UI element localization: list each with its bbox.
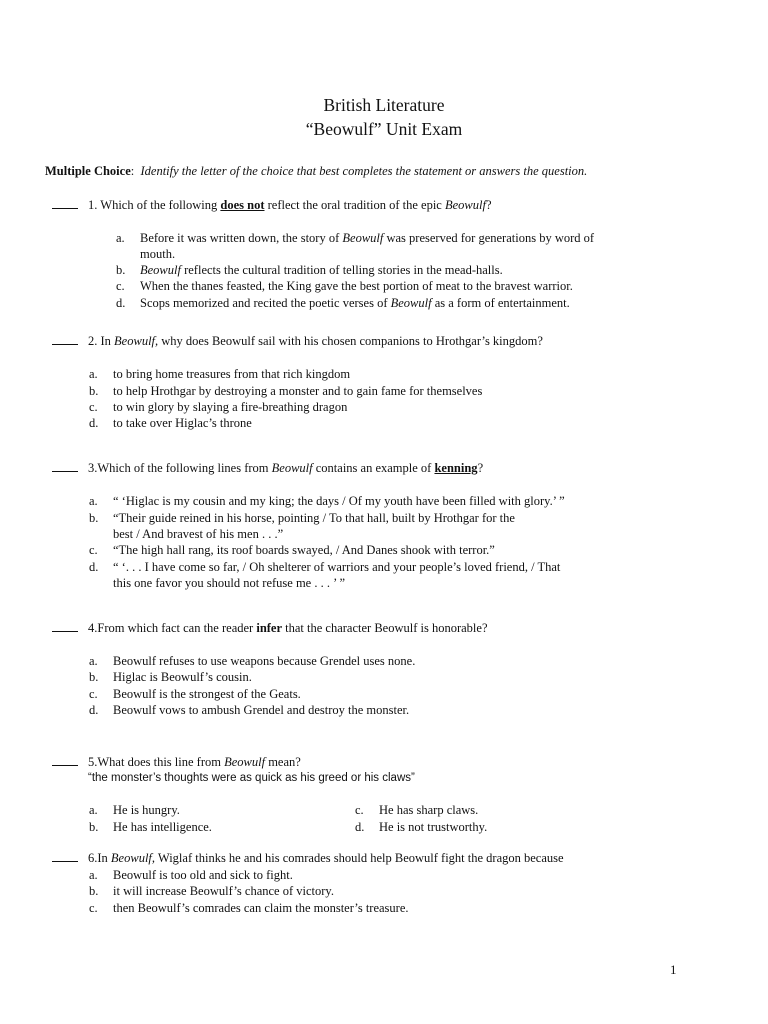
instructions-text: Identify the letter of the choice that best completes the statement or answers the question. (140, 164, 588, 178)
answer-blank[interactable] (52, 334, 78, 345)
answer-blank[interactable] (52, 621, 78, 632)
question-4: 4.From which fact can the reader infer that the character Beowulf is honorable? (52, 621, 488, 636)
question-6: 6.In Beowulf, Wiglaf thinks he and his comrades should help Beowulf fight the dragon because (52, 851, 564, 866)
question-3: 3.Which of the following lines from Beowulf contains an example of kenning? (52, 461, 483, 476)
question-1: 1. Which of the following does not reflect the oral tradition of the epic Beowulf? (52, 198, 492, 213)
answer-blank[interactable] (52, 755, 78, 766)
exam-page: British Literature “Beowulf” Unit Exam Multiple Choice: Identify the letter of the choice that best completes the statement or answers the question. 1. Which of the following does not reflect the oral tradition of the epic Beowulf? a. Before it was written down, the story of Beowulf was preserved for generations by word of mouth. b. Beowulf reflects the cultural tradition of telling stories in the mead-halls. c. When the thanes feasted, the King gave the best portion of meat to the bravest warrior. d. Scops memorized and recited the poetic verses of Beowulf as a form of entertainment. 2. In Beowulf, why does Beowulf sail with his chosen companions to Hrothgar’s kingdom? a. to bring home treasures from that rich kingdom b. to help Hrothgar by destroying a monster and to gain fame for themselves c. to win glory by slaying a fire-breathing dragon d. to take over Higlac’s throne 3.Which of the following lines from Beowulf contains an example of kenning? a. “ ‘Higlac is my cousin and my king; the days / Of my youth have been filled with glory.’ ” b. “Their guide reined in his horse, pointing / To that hall, built by Hrothgar for the best / And bravest of his men . . .” c. “The high hall rang, its roof boards swayed, / And Danes shook with terror.” d. “ ‘. . . I have come so far, / Oh shelterer of warriors and your people’s loved friend, / That this one favor you should not refuse me . . . ’ ” 4.From which fact can the reader infer that the character Beowulf is honorable? a. Beowulf refuses to use weapons because Grendel uses none. b. Higlac is Beowulf’s cousin. c. Beowulf is the strongest of the Geats. d. Beowulf vows to ambush Grendel and destroy the monster. 5.What does this line from Beowulf mean? “the monster’s thoughts were as quick as his greed or his claws” a. He is hungry. b. He has intelligence. c. He has sharp claws. d. He is not trustworthy. 6.In Beowulf, Wiglaf thinks he and his comrades should help Beowulf fight the dragon because a. Beowulf is too old and sick to fight. b. it will increase Beowulf’s chance of victory. c. then Beowulf’s comrades can claim the monster’s treasure. 1 (0, 0, 768, 1024)
instructions: Multiple Choice: Identify the letter of the choice that best completes the statement or answers the question. (45, 164, 588, 178)
course-title: British Literature (323, 95, 445, 115)
page-number: 1 (670, 962, 677, 977)
section-label: Multiple Choice (45, 164, 131, 178)
exam-title: “Beowulf” Unit Exam (305, 119, 463, 139)
answer-blank[interactable] (52, 851, 78, 862)
answer-blank[interactable] (52, 461, 78, 472)
answer-blank[interactable] (52, 198, 78, 209)
question-5: 5.What does this line from Beowulf mean? (52, 755, 301, 770)
question-2: 2. In Beowulf, why does Beowulf sail with his chosen companions to Hrothgar’s kingdom? (52, 334, 543, 349)
q5-quote: “the monster’s thoughts were as quick as his greed or his claws” (88, 772, 415, 784)
